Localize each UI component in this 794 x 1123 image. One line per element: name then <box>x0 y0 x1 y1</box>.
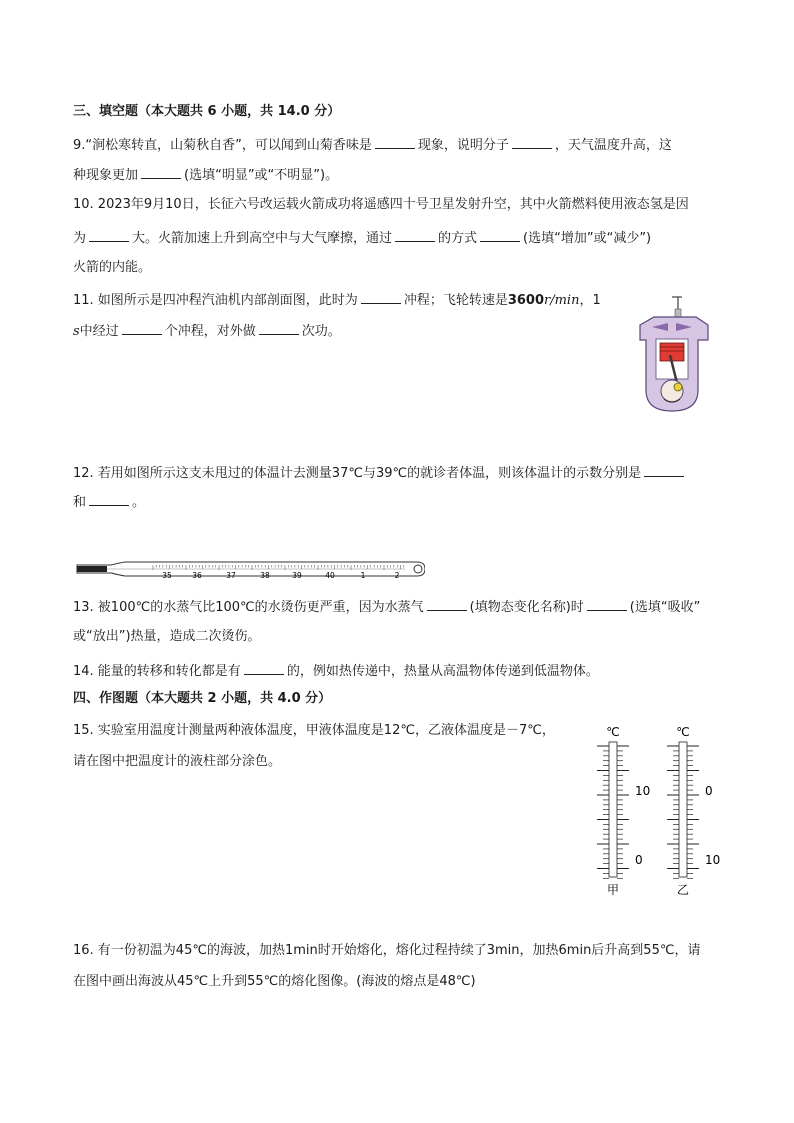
q9-text-c: ，天气温度升高，这 <box>554 138 672 153</box>
answer-blank <box>122 320 162 335</box>
question-13-line-1 <box>73 596 700 618</box>
flywheel-speed-value: 3600 <box>507 293 545 308</box>
question-11-line-2 <box>73 320 341 342</box>
thermometer-scale-41: 1 <box>360 571 366 580</box>
q14-text-a: 14. 能量的转移和转化都是有 <box>73 664 241 679</box>
answer-blank <box>587 596 627 611</box>
left-scale-lower: 0 <box>635 853 643 867</box>
answer-blank <box>644 462 684 477</box>
question-10-line-1: 10. 2023年9月10日，长征六号改运载火箭成功将遥感四十号卫星发射升空，其中火箭燃料使用液态氢是因 <box>73 197 689 212</box>
question-16-line-2: 在图中画出海波从45℃上升到55℃的熔化图像。(海波的熔点是48℃) <box>73 974 476 989</box>
question-9-line-2 <box>73 164 338 186</box>
question-15-line-2: 请在图中把温度计的液柱部分涂色。 <box>73 754 282 769</box>
q11-text-d: 中经过 <box>79 324 119 339</box>
q9-text-e: (选填“明显”或“不明显”)。 <box>184 168 339 183</box>
q9-text-d: 种现象更加 <box>73 168 139 183</box>
question-13-line-2: 或“放出”)热量，造成二次烫伤。 <box>73 629 261 644</box>
question-15-line-1: 15. 实验室用温度计测量两种液体温度，甲液体温度是12℃，乙液体温度是－7℃， <box>73 723 555 738</box>
left-thermometer-tube <box>609 742 617 877</box>
q11-text-f: 次功。 <box>301 324 341 339</box>
answer-blank <box>361 289 401 304</box>
answer-blank <box>141 164 181 179</box>
thermometer-scale-37: 37 <box>226 571 236 580</box>
q10-text-a: 为 <box>73 231 87 246</box>
right-unit-label: ℃ <box>676 725 690 739</box>
thermometer-scale-42: 2 <box>394 571 400 580</box>
right-scale-lower: 10 <box>705 853 721 867</box>
answer-blank <box>89 491 129 506</box>
left-unit-label: ℃ <box>606 725 620 739</box>
question-10-line-2 <box>73 227 651 249</box>
thermometer-scale-38: 38 <box>260 571 270 580</box>
q13-text-c: (选填“吸收” <box>629 600 701 615</box>
section-4-title: 四、作图题（本大题共 2 小题，共 4.0 分） <box>73 691 332 706</box>
answer-blank <box>89 227 129 242</box>
q9-text-b: 现象，说明分子 <box>417 138 509 153</box>
thermometer-scale-39: 39 <box>292 571 302 580</box>
answer-blank <box>375 134 415 149</box>
question-11-line-1 <box>73 289 601 311</box>
q10-text-b: 大。火箭加速上升到高空中与大气摩擦，通过 <box>132 231 393 246</box>
question-12-line-2 <box>73 491 145 513</box>
section-3-title: 三、填空题（本大题共 6 小题，共 14.0 分） <box>73 104 341 119</box>
question-9-line-1 <box>73 134 672 156</box>
second-unit: s <box>73 324 80 339</box>
q13-text-b: (填物态变化名称)时 <box>469 600 584 615</box>
answer-blank <box>395 227 435 242</box>
q11-text-c: ，1 <box>579 293 601 308</box>
question-16-line-1: 16. 有一份初温为45℃的海波，加热1min时开始熔化，熔化过程持续了3min，加热6min后升高到55℃，请 <box>73 943 701 958</box>
answer-blank <box>259 320 299 335</box>
q9-text-a: 9.“涧松寒转直，山菊秋自香”，可以闻到山菊香味是 <box>73 138 372 153</box>
answer-blank <box>480 227 520 242</box>
left-scale-upper: 10 <box>635 784 651 798</box>
flywheel-speed-unit: r/min <box>544 293 580 308</box>
lab-thermometers-figure <box>588 722 728 902</box>
engine-cross-section-figure <box>632 295 712 420</box>
answer-blank <box>244 660 284 675</box>
q13-text-a: 13. 被100℃的水蒸气比100℃的水烫伤更严重，因为水蒸气 <box>73 600 424 615</box>
q14-text-b: 的，例如热传递中，热量从高温物体传递到低温物体。 <box>286 664 599 679</box>
q11-text-b: 冲程；飞轮转速是 <box>403 293 508 308</box>
q10-text-d: (选填“增加”或“减少”) <box>523 231 652 246</box>
q10-text-c: 的方式 <box>438 231 478 246</box>
right-thermometer-tube <box>679 742 687 877</box>
question-12-line-1 <box>73 462 687 484</box>
right-thermometer-name: 乙 <box>676 883 690 897</box>
answer-blank <box>427 596 467 611</box>
q12-text-c: 。 <box>132 495 146 510</box>
answer-blank <box>512 134 552 149</box>
question-14-line <box>73 660 599 682</box>
right-scale-upper: 0 <box>705 784 713 798</box>
q11-text-a: 11. 如图所示是四冲程汽油机内部剖面图，此时为 <box>73 293 358 308</box>
thermometer-scale-35: 35 <box>162 571 172 580</box>
q12-text-a: 12. 若用如图所示这支未甩过的体温计去测量37℃与39℃的就诊者体温，则该体温计的示数分别是 <box>73 466 642 481</box>
question-10-line-3: 火箭的内能。 <box>73 260 152 275</box>
q11-text-e: 个冲程，对外做 <box>164 324 256 339</box>
left-thermometer-name: 甲 <box>606 883 620 897</box>
q12-text-b: 和 <box>73 495 87 510</box>
thermometer-scale-40: 40 <box>325 571 335 580</box>
thermometer-scale-36: 36 <box>192 571 202 580</box>
clinical-thermometer-figure <box>75 557 425 583</box>
